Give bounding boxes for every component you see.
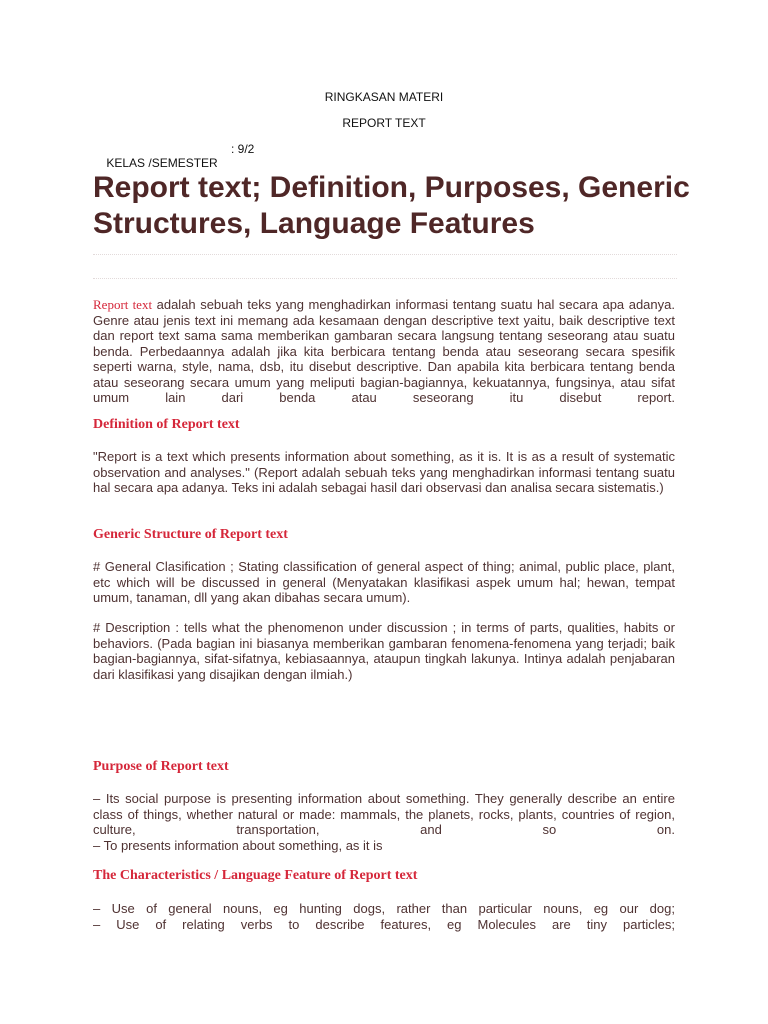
features-item-2: – Use of relating verbs to describe features, eg Molecules are tiny particles; bbox=[93, 916, 675, 932]
definition-heading: Definition of Report text bbox=[93, 417, 240, 432]
purpose-item-1: – Its social purpose is presenting information about something. They generally describe an entire class of things, whether natural or made: mammals, the planets, rocks, plants, countries of region, culture, transportation, and so on. bbox=[93, 791, 675, 837]
divider-dotted-1 bbox=[93, 254, 677, 255]
report-text-link[interactable]: Report text bbox=[93, 297, 153, 312]
structure-heading: Generic Structure of Report text bbox=[93, 527, 288, 542]
features-heading: The Characteristics / Language Feature of Report text bbox=[93, 868, 418, 883]
definition-paragraph: "Report is a text which presents information about something, as it is. It is as a result of systematic observation and analyses." (Report adalah sebuah teks yang menghadirkan informasi tentang suatu hal secara apa adanya. Teks ini adalah sebagai hasil dari observasi dan analisa secara sistematis.) bbox=[93, 449, 675, 495]
structure-general-paragraph: # General Clasification ; Stating classification of general aspect of thing; animal, public place, plant, etc which will be discussed in general (Menyatakan klasifikasi aspek umum hal; hewan, tempat umum, tanaman, dll yang akan dibahas secara umum). bbox=[93, 559, 675, 605]
purpose-list bbox=[93, 791, 675, 853]
kelas-value: : 9/2 bbox=[231, 142, 255, 156]
article-title: Report text; Definition, Purposes, Generic Structures, Language Features bbox=[93, 171, 690, 240]
header-line-1: RINGKASAN MATERI bbox=[324, 90, 444, 104]
kelas-label: KELAS /SEMESTER bbox=[106, 156, 218, 170]
divider-dotted-2 bbox=[93, 278, 677, 279]
features-list bbox=[93, 901, 675, 932]
purpose-heading: Purpose of Report text bbox=[93, 759, 229, 774]
header-line-2: REPORT TEXT bbox=[342, 116, 426, 130]
intro-text: adalah sebuah teks yang menghadirkan informasi tentang suatu hal secara apa adanya. Genre atau jenis text ini memang ada kesamaan dengan descriptive text yaitu, baik descriptive text dan report text sama sama memberikan gambaran secara langsung tentang seseorang atau suatu benda. Perbedaannya adalah jika kita berbicara tentang benda atau seseorang secara spesifik seperti warna, style, nama, dsb, itu disebut descriptive. Dan apabila kita berbicara tentang benda atau seseorang secara umum yang meliputi bagian-bagiannya, kekuatannya, fungsinya, atau sifat umum lain dari benda atau seseorang itu disebut report. bbox=[93, 297, 675, 405]
features-item-1: – Use of general nouns, eg hunting dogs, rather than particular nouns, eg our dog; bbox=[93, 901, 675, 916]
purpose-item-2: – To presents information about something, as it is bbox=[93, 837, 383, 853]
structure-description-paragraph: # Description : tells what the phenomenon under discussion ; in terms of parts, qualities, habits or behaviors. (Pada bagian ini biasanya memberikan gambaran fenomena-fenomena yang terjadi; baik bagian-bagiannya, sifat-sifatnya, kebiasaannya, ataupun tingkah lakunya. Intinya adalah penjabaran dari klasifikasi yang disajikan dengan ilmiah.) bbox=[93, 620, 675, 682]
intro-paragraph bbox=[93, 297, 675, 406]
